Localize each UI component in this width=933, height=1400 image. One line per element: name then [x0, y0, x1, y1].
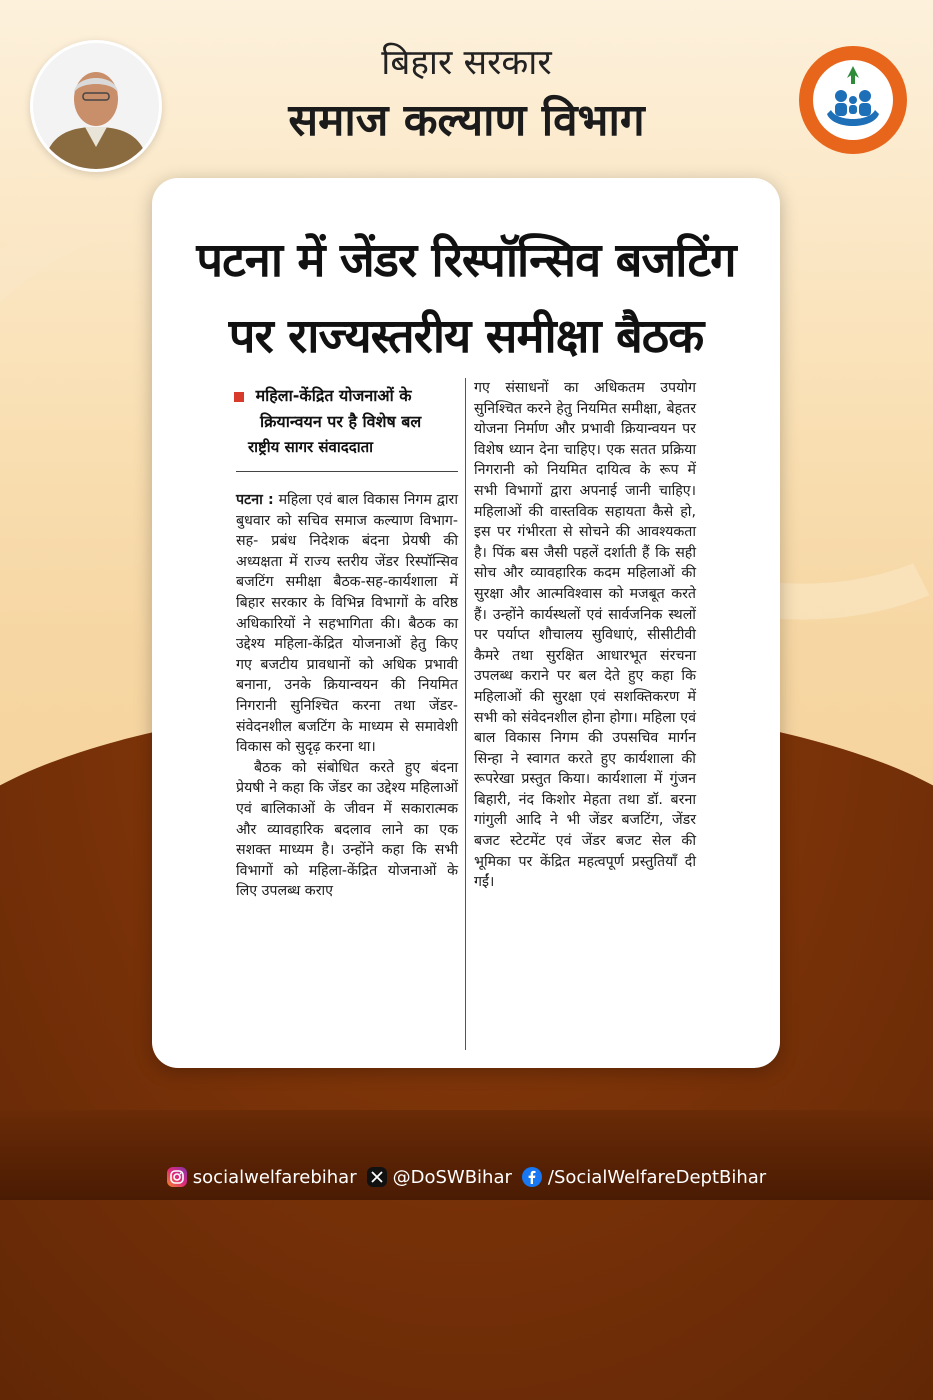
facebook-link[interactable]	[522, 1167, 766, 1188]
instagram-handle: socialwelfarebihar	[192, 1166, 357, 1188]
bullet-square-icon	[234, 392, 244, 402]
headline-line-1: पटना में जेंडर रिस्पॉन्सिव बजटिंग	[196, 233, 736, 288]
x-icon	[367, 1167, 387, 1187]
divider	[236, 471, 458, 472]
department-title: समाज कल्याण विभाग	[288, 95, 645, 146]
newspaper-clipping	[152, 178, 780, 1068]
dateline: पटना :	[236, 492, 274, 508]
department-logo-icon	[797, 44, 909, 156]
article-column-right	[474, 378, 696, 893]
x-link[interactable]	[367, 1167, 512, 1188]
government-title: बिहार सरकार	[381, 43, 552, 83]
subheading-line-2: क्रियान्वयन पर है विशेष बल	[260, 412, 422, 431]
column-divider	[465, 378, 466, 1050]
social-footer	[0, 1160, 933, 1194]
subheading	[234, 383, 462, 457]
reporter-byline: राष्ट्रीय सागर संवाददाता	[248, 438, 374, 456]
article-paragraph-1: महिला एवं बाल विकास निगम द्वारा बुधवार को सचिव समाज कल्याण विभाग-सह- प्रबंध निदेशक बंदना प्रेयषी की अध्यक्षता में राज्य स्तरीय जेंडर रिस्पॉन्सिव बजटिंग समीक्षा बैठक-सह-कार्यशाला में बिहार सरकार के विभिन्न विभागों के वरिष्ठ अधिकारियों ने सहभागिता की। बैठक का उद्देश्य महिला-केंद्रित योजनाओं हेतु किए गए बजटीय प्रावधानों को अधिक प्रभावी बनाना, उनके क्रियान्वयन की नियमित निगरानी सुनिश्चित करना तथा जेंडर-संवेदनशील बजटिंग के माध्यम से समावेशी विकास को सुदृढ़ करना था।	[236, 492, 459, 756]
department-logo	[797, 44, 909, 156]
x-handle: @DoSWBihar	[392, 1166, 512, 1188]
article-column-left	[236, 490, 458, 902]
headline-line-2: पर राज्यस्तरीय समीक्षा बैठक	[228, 309, 704, 364]
subheading-line-1: महिला-केंद्रित योजनाओं के	[255, 386, 412, 405]
facebook-icon	[522, 1167, 542, 1187]
article-paragraph-2: बैठक को संबोधित करते हुए बंदना प्रेयषी ने कहा कि जेंडर का उद्देश्य महिलाओं एवं बालिकाओं के जीवन में सकारात्मक और व्यावहारिक बदलाव लाने का एक सशक्त माध्यम है। उन्होंने कहा कि सभी विभागों को महिला-केंद्रित योजनाओं के लिए उपलब्ध कराए	[236, 759, 458, 900]
facebook-handle: /SocialWelfareDeptBihar	[547, 1166, 767, 1188]
instagram-icon	[167, 1167, 187, 1187]
article-paragraph-3: गए संसाधनों का अधिकतम उपयोग सुनिश्चित करने हेतु नियमित समीक्षा, बेहतर योजना निर्माण और प्रभावी क्रियान्वयन पर विशेष ध्यान देना चाहिए। एक सतत प्रक्रिया निगरानी को नियमित दायित्व के रूप में सभी विभागों द्वारा अपनाई जानी चाहिए। महिलाओं की वास्तविक सहायता कैसे हो, इस पर गंभीरता से सोचने की आवश्यकता है। पिंक बस जैसी पहलें दर्शाती हैं कि सही सोच और व्यावहारिक कदम महिलाओं की सुरक्षा और आत्मविश्वास को मजबूत करते हैं। उन्होंने कार्यस्थलों एवं सार्वजनिक स्थलों पर पर्याप्त शौचालय सुविधाएं, सीसीटीवी कैमरे तथा सुरक्षित आधारभूत संरचना उपलब्ध कराने पर बल देते हुए कहा कि महिलाओं की सुरक्षा एवं सशक्तिकरण में सभी को संवेदनशील होना होगा। महिला एवं बाल विकास निगम की उपसचिव मार्गन सिन्हा ने स्वागत करते हुए कार्यशाला की रूपरेखा प्रस्तुत किया। कार्यशाला में गुंजन बिहारी, नंद किशोर मेहता तथा डॉ. बरना गांगुली आदि ने भी जेंडर बजटिंग, जेंडर बजट स्टेटमेंट एवं जेंडर बजट सेल की भूमिका पर केंद्रित महत्वपूर्ण प्रस्तुतियाँ दी गईं।	[474, 380, 696, 891]
instagram-link[interactable]	[167, 1167, 357, 1188]
